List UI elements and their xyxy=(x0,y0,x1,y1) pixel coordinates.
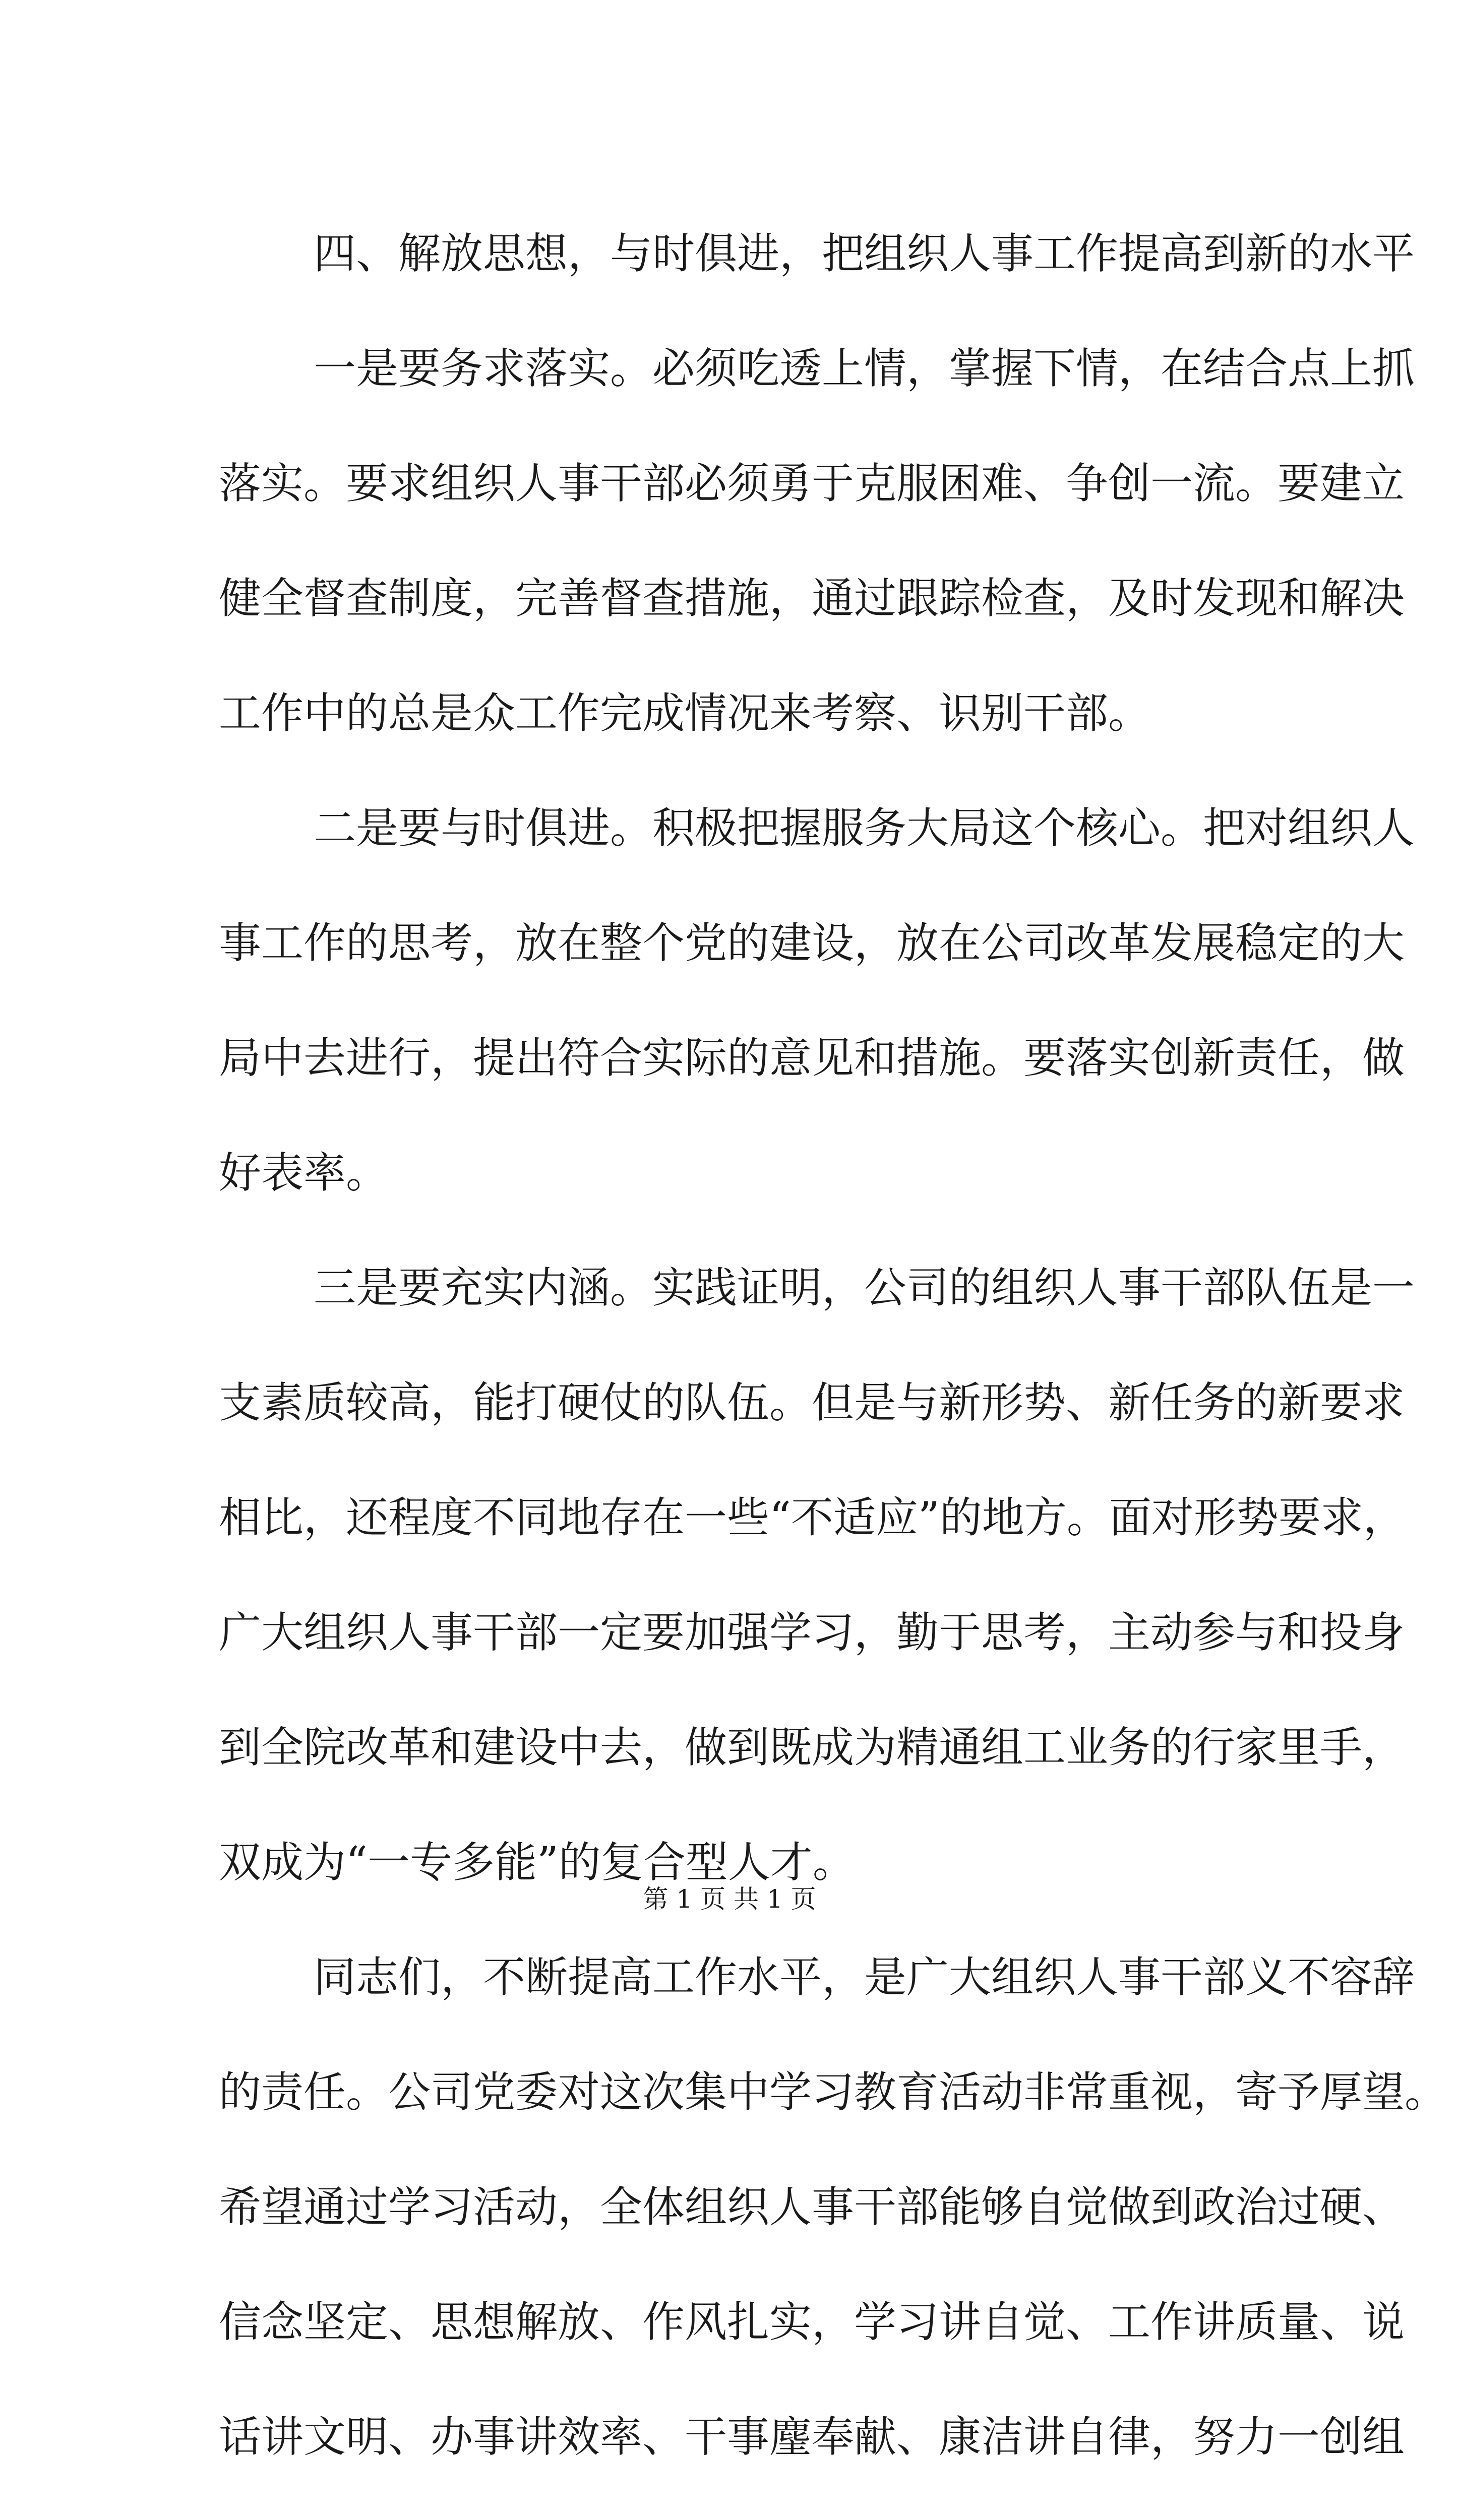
paragraph-1-line: 一是要务求落实。必须吃透上情，掌握下情，在结合点上抓 xyxy=(314,344,1415,393)
paragraph-2-line: 二是要与时俱进。积极把握服务大局这个核心。把对组织人 xyxy=(314,803,1415,853)
paragraph-4-line: 信念坚定、思想解放、作风扎实，学习讲自觉、工作讲质量、说 xyxy=(219,2297,1405,2347)
paragraph-1-line: 工作中的总是众工作完成情况来考察、识别干部。 xyxy=(219,688,1151,738)
paragraph-1-line: 落实。要求组织人事干部必须勇于克服困难、争创一流。要建立 xyxy=(219,459,1405,508)
paragraph-3-line: 支素质较高，能打硬仗的队伍。但是与新形势、新任务的新要求 xyxy=(219,1378,1405,1427)
paragraph-2-line: 好表率。 xyxy=(219,1148,389,1198)
paragraph-3-line: 相比，还程度不同地存在一些“不适应”的地方。面对形势要求， xyxy=(219,1493,1406,1542)
paragraph-3-line: 广大组织人事干部一定要加强学习，勤于思考，主动参与和投身 xyxy=(219,1608,1405,1657)
paragraph-2-line: 事工作的思考，放在整个党的建设，放在公司改革发展稳定的大 xyxy=(219,918,1405,968)
paragraph-3-line: 到全院改革和建设中去，做到既成为精通组工业务的行家里手， xyxy=(219,1723,1405,1772)
paragraph-4-line: 话讲文明、办事讲效率、干事麈奉献、康洁讲自律，努力一创组 xyxy=(219,2412,1405,2462)
paragraph-2-line: 局中去进行，提出符合实际的意见和措施。要落实创新责任，做 xyxy=(219,1033,1405,1083)
paragraph-4-line: 同志们，不断提高工作水平，是广大组织人事干部义不容辞 xyxy=(314,1952,1415,2002)
page-number-footer: 第 1 页 共 1 页 xyxy=(643,1884,816,1914)
paragraph-4-line: 的责任。公司党委对这次集中学习教育活动非常重视，寄予厚望。 xyxy=(219,2067,1447,2117)
document-body xyxy=(219,223,1447,2520)
section-heading: 四、解放思想，与时俱进，把组织人事工作提高到新的水平 xyxy=(314,229,1415,278)
paragraph-3-line: 双成为“一专多能”的复合型人才。 xyxy=(219,1838,855,1887)
paragraph-3-line: 三是要充实内涵。实践证明，公司的组织人事干部队伍是一 xyxy=(314,1263,1415,1312)
paragraph-1-line: 健全督查制度，完善督查措施，通过跟踪检查，及时发现和解决 xyxy=(219,574,1405,623)
paragraph-4-line: 希望通过学习活动，全体组织人事干部能够自觉做到政治过硬、 xyxy=(219,2182,1405,2232)
